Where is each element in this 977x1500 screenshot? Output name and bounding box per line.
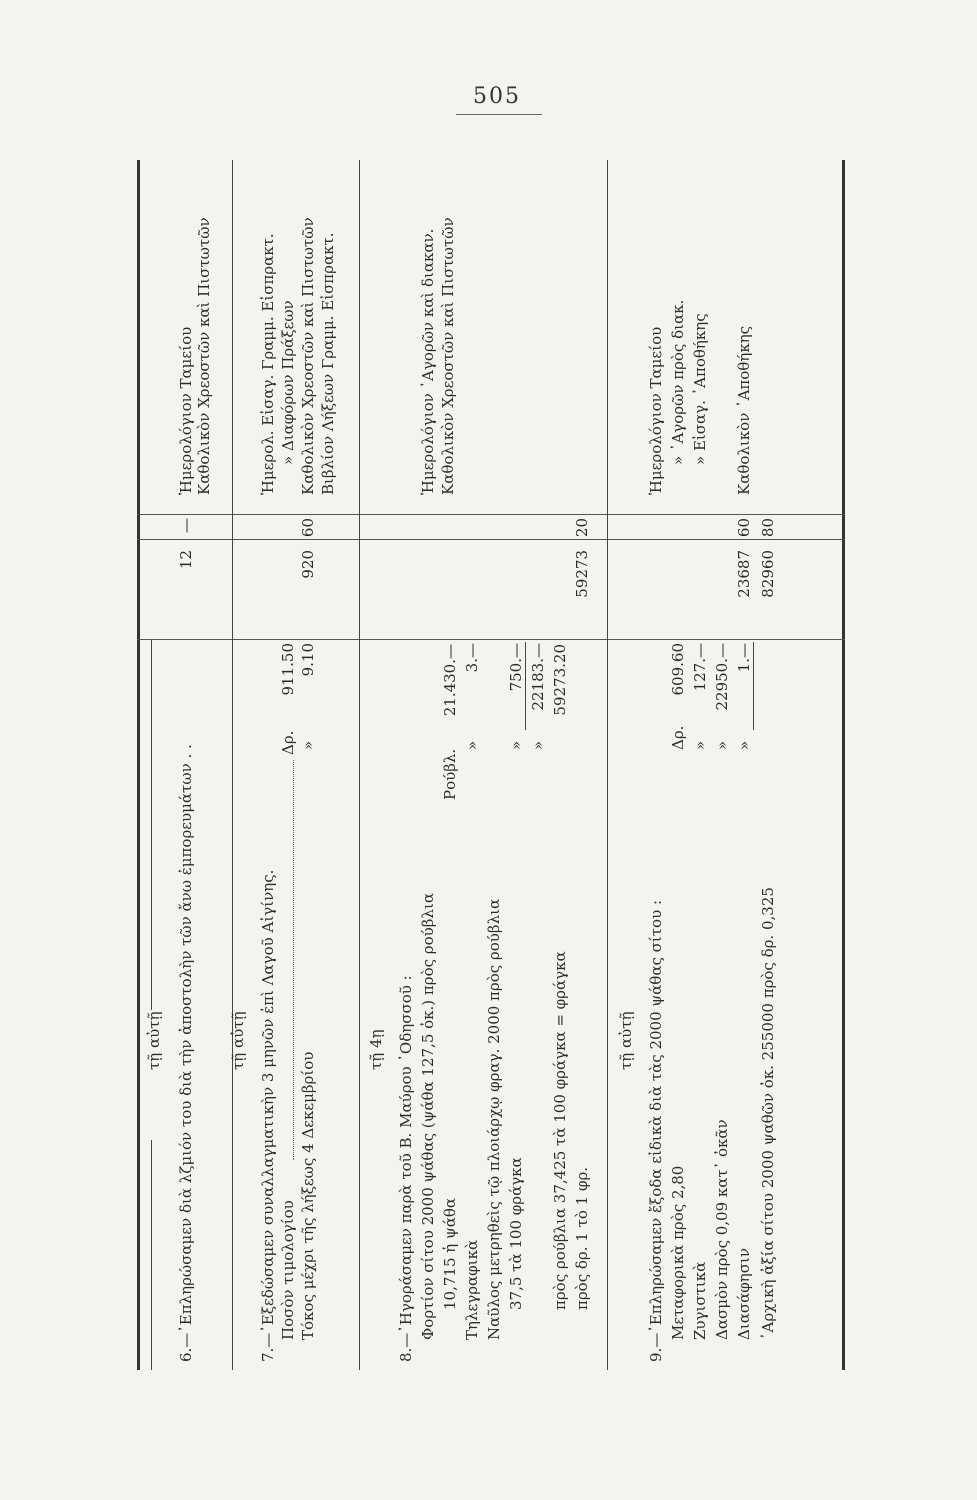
entry-line: Ζυγιστικὰ (691, 1261, 709, 1340)
entry-line: 7.—᾿Εξεδώσαμεν συναλλαγματικὴν 3 μηνῶν ἐπὶ Λαγοῦ Αἰγίνης. (259, 869, 277, 1362)
line-amount: 750.— (507, 643, 525, 692)
account-line: Βιβλίον Λήξεων Γραμμ. Εἰσπρακτ. (319, 232, 337, 495)
table-bottom-rule (842, 160, 845, 1370)
entry-total-decimal: 20 (573, 518, 591, 538)
currency: » (735, 740, 753, 750)
column-rule-amount (137, 639, 845, 640)
sum-rule (753, 642, 754, 730)
account-line: Ἡμερολόγιον Ταμείου (647, 326, 665, 495)
currency: Ρούβλ. (441, 748, 459, 800)
entry-line: 37,5 τὰ 100 φράγκα (507, 1157, 525, 1310)
entry-total-decimal: — (177, 518, 195, 533)
entry-line: πρὸς ρούβλια 37,425 τὰ 100 φράγκα = φράγκα (551, 951, 569, 1310)
account-line: Καθολικὸν Χρεοστῶν καὶ Πιστωτῶν (439, 217, 457, 495)
entry-line: 8.—᾿Ηγοράσαμεν παρὰ τοῦ Β. Μαύρου ᾿Οδησσοῦ : (397, 975, 415, 1362)
entry-separator (359, 160, 360, 1370)
line-amount: 911.50 (279, 643, 297, 696)
currency: » (463, 740, 481, 750)
entry-line: πρὸς δρ. 1 τὸ 1 φρ. (573, 1166, 591, 1310)
account-line: Καθολικὸν Χρεοστῶν καὶ Πιστωτῶν (195, 217, 213, 495)
entry-line: Τηλεγραφικὰ (463, 1239, 481, 1340)
currency: » (299, 740, 317, 750)
entry-total: 59273 (573, 550, 591, 598)
line-amount: 127.— (691, 643, 709, 692)
table-top-rule (137, 160, 140, 1370)
entry-total-decimal: 80 (759, 518, 777, 538)
date-rule-left (151, 1140, 152, 1370)
entry-total: 23687 (735, 550, 753, 598)
line-amount: 609.60 (669, 643, 687, 696)
entry-total-decimal: 60 (299, 518, 317, 538)
entry-date-header: τῇ 4ῃ (367, 1029, 385, 1070)
currency: » (507, 740, 525, 750)
entry-date-header: τῇ αὐτῇ (617, 1011, 635, 1070)
account-line: » Εἰσαγ. ᾿Αποθήκης (691, 313, 709, 465)
entry-line: ᾿Αρχικὴ ἀξία σίτου 2000 ψαθῶν ὀκ. 255000 πρὸς δρ. 0,325 (759, 887, 777, 1340)
currency: » (691, 740, 709, 750)
column-rule-decimal (137, 514, 845, 515)
account-line: » Διαφόρων Πράξεων (279, 300, 297, 465)
journal-table (137, 160, 847, 1370)
entry-total-decimal: 60 (735, 518, 753, 538)
currency: » (713, 740, 731, 750)
account-line: Ἡμερολόγιον ᾿Αγορῶν καὶ διακαν. (419, 228, 437, 495)
page-number-rule (456, 114, 542, 115)
leader-dots (293, 760, 294, 1160)
entry-line: 6.—᾿Επληρώσαμεν διὰ λζμιόν του διὰ τὴν ἀποστολὴν τῶν ἄνω ἐμπορευμάτων . . (177, 744, 195, 1362)
entry-line: Ποσὸν τιμολογίου (279, 1200, 297, 1340)
account-line: Ἡμερολ. Εἰσαγ. Γραμμ. Εἰσπρακτ. (259, 233, 277, 495)
entry-line: Δασμὸν πρὸς 0,09 κατ᾿ ὀκᾶν (713, 1119, 731, 1340)
line-amount: 9.10 (299, 643, 317, 677)
entry-separator (607, 160, 608, 1370)
currency: Δρ. (669, 725, 687, 750)
line-amount: 22950.— (713, 643, 731, 711)
line-amount: 21.430.— (441, 644, 459, 717)
entry-line: Διασάφησιν (735, 1248, 753, 1340)
account-line: » ᾿Αγορῶν πρὸς διακ. (669, 299, 687, 465)
page-number: 505 (473, 84, 521, 109)
entry-line: 10,715 ἡ ψάθα (441, 1197, 459, 1310)
entry-separator (232, 160, 233, 1370)
currency: Δρ. (279, 730, 297, 755)
account-line: Καθολικὸν Χρεοστῶν καὶ Πιστωτῶν (299, 217, 317, 495)
column-rule-total (137, 539, 845, 540)
date-rule-right (151, 640, 152, 1010)
entry-line: Ναῦλος μετρηθεὶς τῷ πλοιάρχῳ φραγ. 2000 πρὸς ρούβλια (485, 898, 503, 1340)
entry-line: 9.—᾿Επληρώσαμεν ἔξοδα εἰδικὰ διὰ τὰς 2000 ψάθας σίτου : (647, 899, 665, 1362)
entry-date-header: τῇ αὐτῇ (229, 1011, 247, 1070)
entry-total: 12 (177, 550, 195, 570)
line-amount: 59273.20 (551, 644, 569, 716)
account-line: Ἡμερολόγιον Ταμείου (177, 326, 195, 495)
line-amount: 1.— (735, 643, 753, 673)
entry-line: Φορτίον σίτου 2000 ψάθας (ψάθα 127,5 ὀκ.) πρὸς ρούβλια (419, 893, 437, 1340)
account-line: Καθολικὸν ᾿Αποθήκης (735, 325, 753, 495)
sum-rule (525, 642, 526, 730)
line-amount: 3.— (463, 643, 481, 673)
entry-date-header: τῇ αὐτῇ (145, 1011, 163, 1070)
entry-total: 920 (299, 550, 317, 579)
entry-line: Μεταφορικὰ πρὸς 2,80 (669, 1165, 687, 1340)
entry-total: 82960 (759, 550, 777, 598)
entry-line: Τόκος μέχρι τῆς λήξεως 4 Δεκεμβρίου (299, 1051, 317, 1340)
currency: » (529, 740, 547, 750)
line-amount: 22183.— (529, 643, 547, 711)
